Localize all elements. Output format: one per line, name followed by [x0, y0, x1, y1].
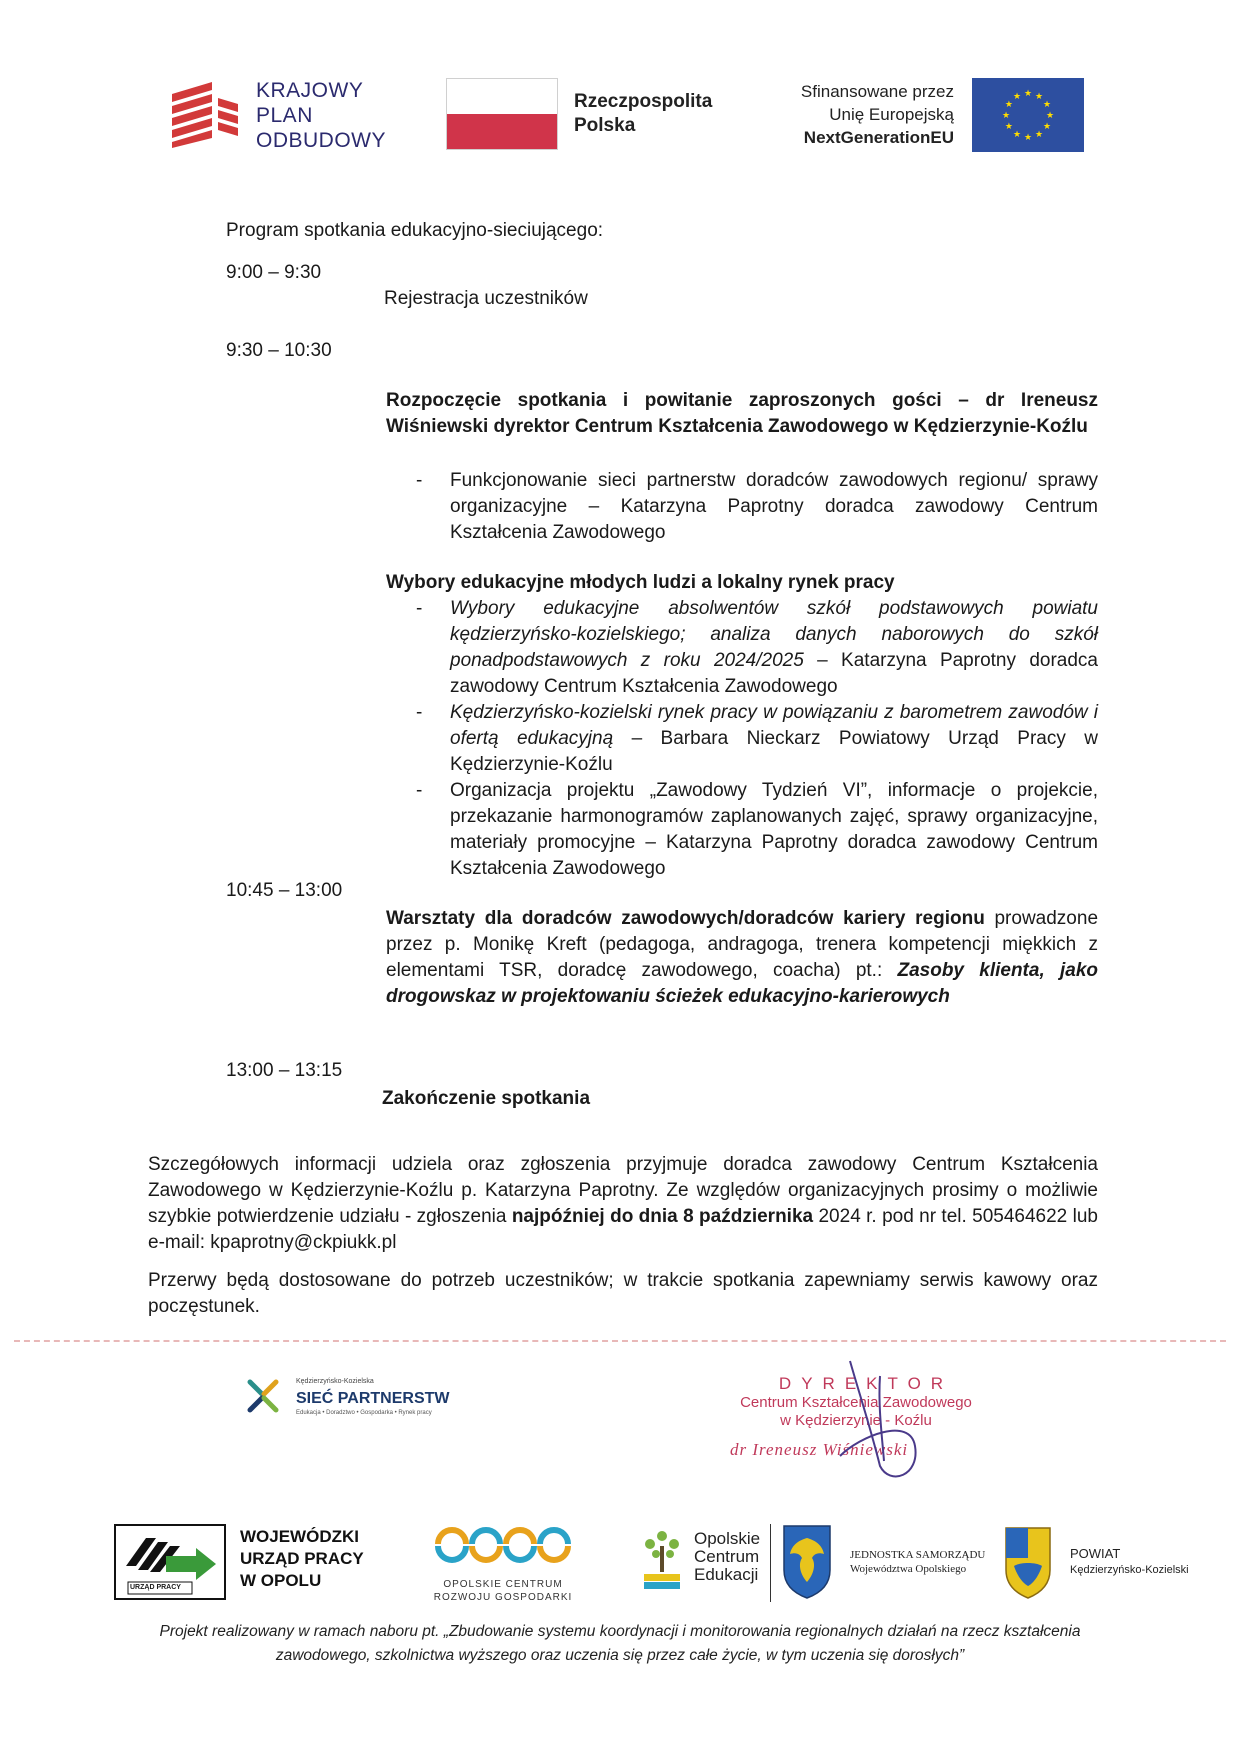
agenda-item-registration: Rejestracja uczestników [384, 288, 588, 309]
project-note: Projekt realizowany w ramach naboru pt. „Zbudowanie systemu koordynacji i monitorowania regionalnych działań na rzecz kształcenia zawodowego, szkolnictwa wyższego oraz uczenia się przez całe życie, w tym uczenia się dorosłych” [159, 1623, 1081, 1664]
star-icon: ★ [1023, 132, 1033, 142]
stamp-name: dr Ireneusz Wiśniewski [730, 1440, 909, 1459]
powiat-crest-icon [1004, 1526, 1052, 1600]
wup-logo-box [114, 1524, 226, 1600]
info-text-b: 2024 r. pod nr tel. 505464622 lub e-mail: kpaprotny@ckpiukk.pl [148, 1206, 1098, 1253]
rzeczpospolita-logo-text [574, 90, 712, 138]
kpo-logo-icon [172, 80, 238, 150]
eagle-crest-icon [782, 1524, 832, 1600]
time-slot-1: 9:00 – 9:30 [226, 262, 322, 283]
star-icon: ★ [1034, 90, 1044, 101]
wup-line-3: W OPOLU [240, 1571, 322, 1590]
choices-2-rest: – Barbara Nieckarz Powiatowy Urząd Pracy w Kędzierzynie-Koźlu [450, 728, 1098, 775]
stamp-line-3: w Kędzierzynie - Koźlu [780, 1412, 932, 1429]
powiat-line-1: POWIAT [1070, 1546, 1121, 1561]
time-slot-3: 10:45 – 13:00 [226, 880, 343, 901]
polish-flag-icon [446, 78, 558, 150]
wup-line-2: URZĄD PRACY [240, 1549, 364, 1568]
kpo-line-3: ODBUDOWY [256, 129, 386, 152]
wup-badge: URZĄD PRACY [130, 1584, 181, 1591]
eu-line-1: Sfinansowane przez [800, 82, 954, 101]
wup-logo-text [240, 1526, 364, 1592]
signature-icon [820, 1356, 940, 1486]
agenda-item-opening: Rozpoczęcie spotkania i powitanie zaproszonych gości – dr Ireneusz Wiśniewski dyrektor Centrum Kształcenia Zawodowego w Kędzierzynie-Koźlu [386, 390, 1098, 437]
woj-line-1: JEDNOSTKA SAMORZĄDU [850, 1549, 986, 1561]
star-icon: ★ [1001, 110, 1011, 120]
ocrg-logo-icon [432, 1520, 572, 1570]
list-item [386, 596, 1098, 700]
ocrg-line-2: ROZWOJU GOSPODARKI [433, 1592, 573, 1603]
star-icon: ★ [1004, 121, 1013, 131]
eu-line-2: Unię Europejską [829, 105, 954, 124]
divider [770, 1524, 771, 1602]
oce-line-2: Centrum [694, 1547, 760, 1566]
wup-line-1: WOJEWÓDZKI [240, 1527, 359, 1546]
info-deadline: najpóźniej do dnia 8 października [511, 1206, 814, 1227]
star-icon: ★ [1045, 110, 1055, 120]
time-slot-4: 13:00 – 13:15 [226, 1060, 343, 1081]
choices-2-italic: Kędzierzyńsko-kozielski rynek pracy w powiązaniu z barometrem zawodów i ofertą edukacyjną [450, 702, 1098, 749]
tree-logo-icon [640, 1526, 684, 1596]
oce-logo-text [694, 1530, 760, 1584]
info-paragraph [148, 1152, 1098, 1256]
program-title: Program spotkania edukacyjno-sieciującego: [226, 220, 604, 241]
stamp-line-2: Centrum Kształcenia Zawodowego [740, 1394, 972, 1411]
oce-line-3: Edukacji [694, 1565, 759, 1584]
kpo-line-2: PLAN [256, 104, 313, 127]
eu-line-3: NextGenerationEU [803, 128, 954, 147]
choices-sublist [386, 596, 1098, 882]
star-icon: ★ [1043, 99, 1052, 109]
opening-sublist [386, 468, 1098, 546]
eu-funding-text [740, 80, 954, 149]
info-text-a: Szczegółowych informacji udziela oraz zgłoszenia przyjmuje doradca zawodowy Centrum Kształcenia Zawodowego w Kędzierzynie-Koźlu p. Katarzyna Paprotny. Ze względów organizacyjnych prosimy o możliwie szybkie potwierdzenie udziału - zgłoszenia [148, 1154, 1098, 1227]
time-slot-2: 9:30 – 10:30 [226, 340, 332, 361]
agenda-item-choices: Wybory edukacyjne młodych ludzi a lokalny rynek pracy [386, 572, 895, 593]
choices-1-italic: Wybory edukacyjne absolwentów szkół podstawowych powiatu kędzierzyńsko-kozielskiego; analiza danych naborowych do szkół ponadpodstawowych z roku 2024/2025 [450, 598, 1098, 671]
stamp-title: DYREKTOR [778, 1374, 954, 1393]
pl-line-1: Rzeczpospolita [574, 91, 713, 112]
powiat-line-2: Kędzierzyńsko-Kozielski [1070, 1564, 1189, 1576]
siec-subtitle: Edukacja • Doradztwo • Gospodarka • Rynek pracy [296, 1410, 432, 1416]
choices-1-rest: – Katarzyna Paprotny doradca zawodowy Centrum Kształcenia Zawodowego [450, 650, 1098, 697]
list-item [386, 700, 1098, 778]
star-icon: ★ [1012, 90, 1022, 101]
siec-small-text: Kędzierzyńsko-Kozielska [296, 1378, 374, 1385]
ocrg-line-1: OPOLSKIE CENTRUM [443, 1579, 563, 1590]
kpo-line-1: KRAJOWY [256, 79, 364, 102]
star-icon: ★ [1034, 129, 1044, 140]
workshop-title: Zasoby klienta, jako drogowskaz w projektowaniu ścieżek edukacyjno-karierowych [386, 960, 1098, 1007]
agenda-item-closing: Zakończenie spotkania [382, 1088, 591, 1109]
agenda-item-workshop [386, 906, 1098, 1010]
eu-flag-icon [972, 78, 1084, 152]
oce-line-1: Opolskie [694, 1529, 761, 1548]
star-icon: ★ [1004, 99, 1013, 109]
divider [14, 1340, 1226, 1342]
ocrg-logo-text [428, 1578, 578, 1604]
powiat-logo-text [1070, 1546, 1189, 1578]
list-item: - Funkcjonowanie sieci partnerstw doradców zawodowych regionu/ sprawy organizacyjne – Katarzyna Paprotny doradca zawodowy Centrum Kształcenia Zawodowego [386, 468, 1098, 546]
workshop-bold: Warsztaty dla doradców zawodowych/doradców kariery regionu [386, 908, 985, 929]
kpo-logo-text [256, 78, 386, 153]
network-logo-icon [246, 1378, 280, 1414]
list-item: - Organizacja projektu „Zawodowy Tydzień VI”, informacje o projekcie, przekazanie harmonogramów zaplanowanych zajęć, sprawy organizacyjne, materiały promocyjne – Katarzyna Paprotny doradca zawodowy Centrum Kształcenia Zawodowego [386, 778, 1098, 882]
breaks-paragraph: Przerwy będą dostosowane do potrzeb uczestników; w trakcie spotkania zapewniamy serwis kawowy oraz poczęstunek. [148, 1270, 1098, 1317]
star-icon: ★ [1043, 121, 1052, 131]
star-icon: ★ [1023, 88, 1033, 98]
siec-title: SIEĆ PARTNERSTW [296, 1390, 450, 1407]
star-icon: ★ [1012, 129, 1022, 140]
woj-line-2: Województwa Opolskiego [850, 1563, 967, 1575]
woj-logo-text [850, 1548, 985, 1576]
workshop-text: prowadzone przez p. Monikę Kreft (pedagoga, andragoga, trenera kompetencji miękkich z elementami TSR, doradcę zawodowego, coacha) pt.: [386, 908, 1099, 981]
pl-line-2: Polska [574, 115, 636, 136]
